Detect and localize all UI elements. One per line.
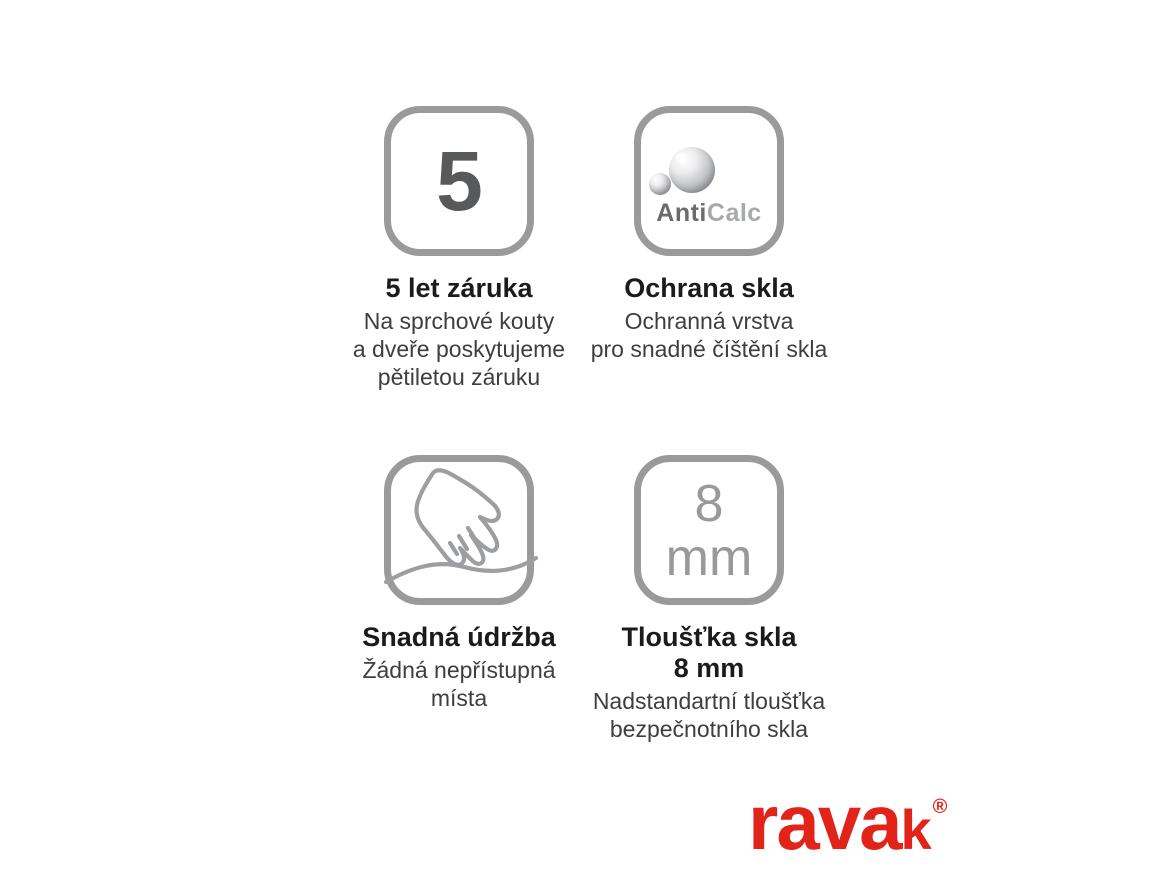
8mm-thickness-icon — [634, 455, 784, 605]
8mm-line1: 8 — [694, 475, 724, 533]
subtitle-line: bezpečnotního skla — [609, 716, 809, 742]
8mm-text — [641, 463, 777, 599]
bubble-large-icon — [669, 147, 715, 193]
anticalc-label-primary: Anti — [656, 199, 707, 227]
hand-wipe-icon — [384, 455, 534, 605]
hand-wipe-drawing — [384, 455, 534, 605]
feature-glass-protection — [549, 106, 869, 363]
registered-trademark-mark: ® — [932, 796, 948, 818]
title-line: 8 mm — [673, 653, 745, 683]
subtitle-line: pětiletou záruku — [377, 364, 541, 390]
8mm-line2: mm — [665, 529, 753, 587]
feature-warranty-title: 5 let záruka — [385, 273, 533, 303]
ravak-logo — [748, 778, 948, 866]
subtitle-line: Na sprchové kouty — [363, 308, 555, 334]
anticalc-label-secondary: Calc — [706, 199, 762, 227]
subtitle-line: pro snadné číštění skla — [590, 336, 828, 362]
anticalc-label — [641, 199, 777, 228]
subtitle-line: Nadstandartní tloušťka — [592, 688, 826, 714]
ravak-logo-text-main: rava — [748, 778, 901, 866]
feature-glass-thickness-title — [549, 622, 869, 684]
feature-easy-maintenance-title: Snadná údržba — [362, 622, 556, 652]
title-line: Tloušťka skla — [621, 622, 797, 652]
ravak-logo-text-k: k — [900, 798, 930, 861]
warranty-number: 5 — [436, 133, 482, 228]
anticalc-bubbles-icon — [634, 106, 784, 256]
bubble-small-icon — [649, 173, 671, 195]
feature-glass-protection-title: Ochrana skla — [624, 273, 794, 303]
subtitle-line: místa — [430, 685, 488, 711]
subtitle-line: a dveře poskytujeme — [352, 336, 566, 362]
feature-glass-thickness — [549, 455, 869, 743]
subtitle-line: Ochranná vrstva — [624, 308, 794, 334]
5-years-badge-icon — [384, 106, 534, 256]
feature-glass-thickness-subtitle — [549, 687, 869, 743]
feature-glass-protection-subtitle — [549, 307, 869, 363]
subtitle-line: Žádná nepřístupná — [362, 657, 556, 683]
